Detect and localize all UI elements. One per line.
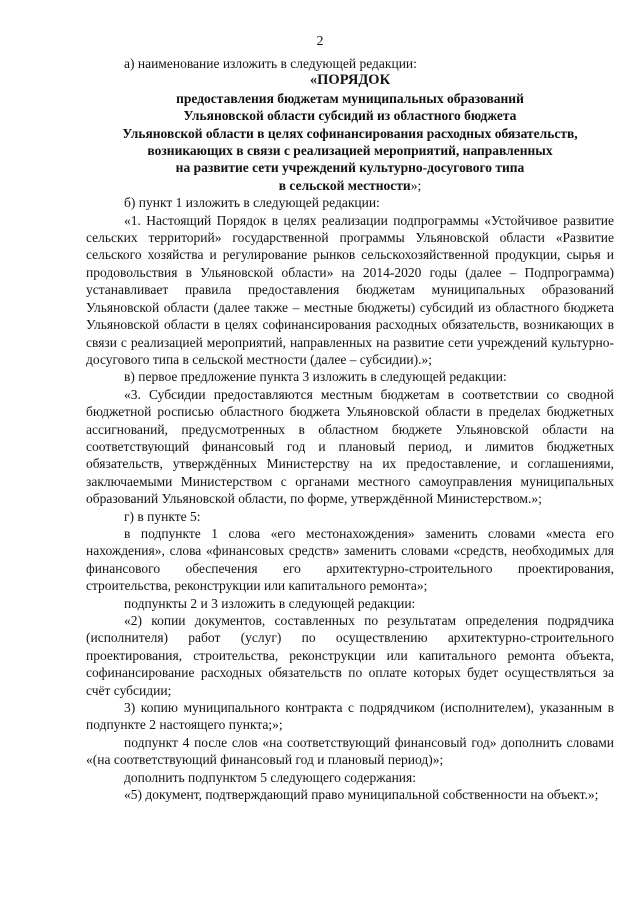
item-b-text: б) пункт 1 изложить в следующей редакции:	[124, 195, 380, 211]
item-a-text: а) наименование изложить в следующей редакции:	[124, 56, 417, 71]
title-line-1: предоставления бюджетам муниципальных образований	[176, 90, 524, 106]
title-line-4: возникающих в связи с реализацией мероприятий, направленных	[147, 143, 553, 159]
page-number: 2	[316, 34, 324, 49]
document-body	[86, 55, 614, 803]
subpoint-3: 3) копию муниципального контракта с подрядчиком (исполнителем), указанным в подпункте 2 настоящего пункта;»;	[86, 700, 614, 733]
subpoint-5: «5) документ, подтверждающий право муниципальной собственности на объект.»;	[124, 787, 599, 803]
item-g-subpoint-1: в подпункте 1 слова «его местонахождения» заменить словами «места его нахождения», слова «финансовых средств» заменить словами «средств, необходимых для финансового обеспечения его архитектурно-строительного проектирования, строительства, реконструкции или капитального ремонта»;	[86, 525, 614, 594]
title-line-6-wrap	[86, 177, 614, 194]
item-g-text: г) в пункте 5:	[124, 508, 201, 524]
title-line-3: Ульяновской области в целях софинансирования расходных обязательств,	[122, 125, 578, 141]
title-line-2: Ульяновской области субсидий из областного бюджета	[183, 108, 517, 124]
title-line-5: на развитие сети учреждений культурно-досугового типа	[175, 160, 525, 176]
title-heading: «ПОРЯДОК	[309, 72, 391, 89]
item-g-subpoint-4: подпункт 4 после слов «на соответствующий финансовый год» дополнить словами «(на соответствующий финансовый год и плановый период)»;	[86, 734, 614, 768]
item-v-text: в) первое предложение пункта 3 изложить в следующей редакции:	[124, 369, 507, 385]
item-g-subpoints-2-3: подпункты 2 и 3 изложить в следующей редакции:	[124, 595, 416, 611]
paragraph-1: «1. Настоящий Порядок в целях реализации подпрограммы «Устойчивое развитие сельских территорий» государственной программы Ульяновской области «Развитие сельского хозяйства и регулирование рынков сельскохозяйственной продукции, сырья и продовольствия в Ульяновской области» на 2014-2020 годы (далее – Подпрограмма) устанавливает правила предоставления бюджетам муниципальных образований Ульяновской области (далее также – местные бюджеты) субсидий из областного бюджета Ульяновской области в целях софинансирования расходных обязательств, возникающих в связи с реализацией мероприятий, направленных на развитие сети учреждений культурно-досугового типа в сельской местности (далее – субсидии).»;	[86, 212, 614, 367]
item-g-add-subpoint-5: дополнить подпунктом 5 следующего содержания:	[124, 769, 416, 785]
subpoint-2: «2) копии документов, составленных по результатам определения подрядчика (исполнителя) работ (услуг) по осуществлению архитектурно-строительного проектирования, строительства, реконструкции или капитального ремонта объекта, софинансирование расходных обязательств по оплате которых будет осуществляться за счёт субсидии;	[86, 613, 614, 698]
title-line-6: в сельской местности	[278, 177, 411, 193]
title-closing: »;	[410, 177, 422, 193]
paragraph-3: «3. Субсидии предоставляются местным бюджетам в соответствии со сводной бюджетной росписью областного бюджета Ульяновской области в пределах бюджетных ассигнований, предусмотренных в областном бюджете Ульяновской области на соответствующий финансовый год и плановый период, и лимитов бюджетных обязательств, утверждённых Министерству на их предоставление, и соглашениями, заключаемыми Министерством с органами местного самоуправления муниципальных образований Ульяновской области, по форме, утверждённой Министерством.»;	[86, 386, 614, 507]
